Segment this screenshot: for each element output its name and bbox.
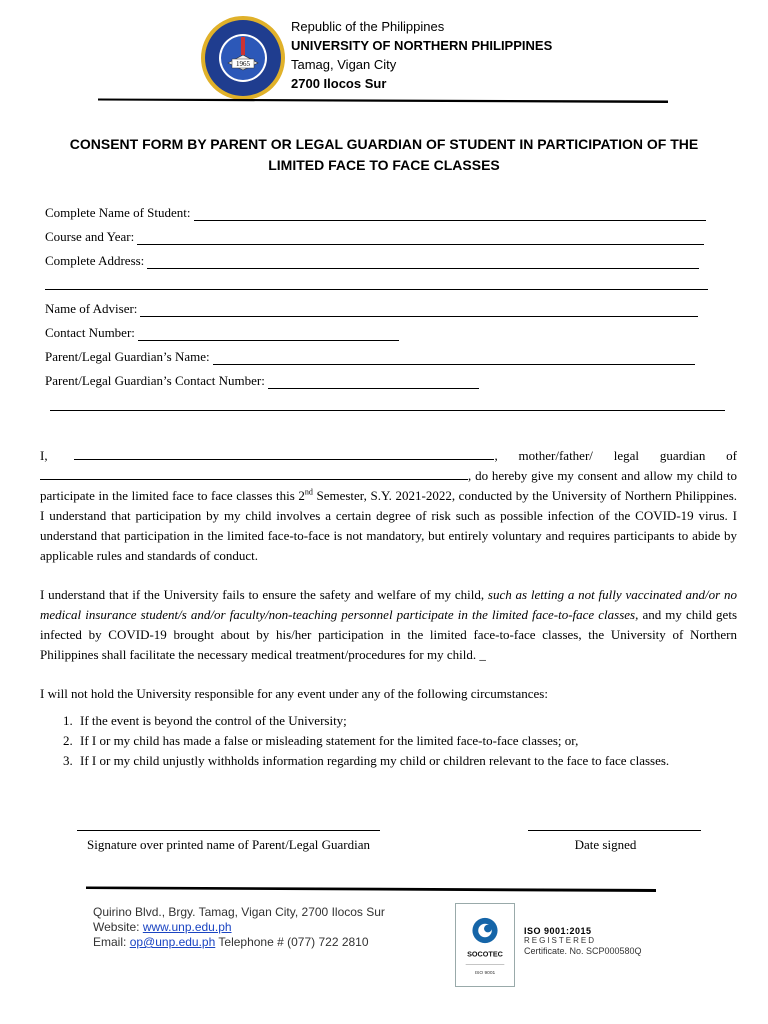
adviser-blank[interactable] bbox=[140, 304, 698, 317]
contact-number-field[interactable] bbox=[45, 325, 399, 341]
list-item: 2. If I or my child has made a false or misleading statement for the limited face-to-face classes; or, bbox=[76, 731, 737, 751]
student-name-field[interactable] bbox=[45, 205, 706, 221]
consent-paragraph-3: I will not hold the University responsible for any event under any of the following circumstances: bbox=[40, 686, 548, 701]
contact-number-label: Contact Number: bbox=[45, 325, 135, 340]
section-divider-blank bbox=[50, 398, 725, 411]
certification-text bbox=[524, 926, 642, 956]
guardian-signature-line[interactable] bbox=[77, 818, 380, 831]
list-item: 1. If the event is beyond the control of the University; bbox=[76, 711, 737, 731]
guardian-contact-label: Parent/Legal Guardian’s Contact Number: bbox=[45, 373, 265, 388]
consent-text-start: , do hereby give my consent and allow my child to participate in the limited face to face classes this 2 bbox=[40, 468, 737, 503]
letterhead-country: Republic of the Philippines bbox=[291, 19, 445, 34]
guardian-name-blank[interactable] bbox=[213, 352, 695, 365]
certificate-number: Certificate. No. SCP000580Q bbox=[524, 946, 642, 956]
consent-i: I, bbox=[40, 448, 48, 463]
student-name-label: Complete Name of Student: bbox=[45, 205, 191, 220]
paragraph-2-end: , and my child gets infected by COVID-19 brought about by his/her participation in the limited face-to-face classes, the University of Northern Philippines shall facilitate the necessary medical treatment/procedures for my child. _ bbox=[40, 607, 737, 662]
form-title-line-1: CONSENT FORM BY PARENT OR LEGAL GUARDIAN OF STUDENT IN PARTICIPATION OF THE bbox=[69, 136, 699, 152]
consent-paragraph-2 bbox=[40, 585, 737, 665]
footer-email-row bbox=[93, 935, 385, 950]
footer-telephone: Telephone # (077) 722 2810 bbox=[215, 935, 369, 949]
consent-paragraph-1 bbox=[40, 446, 737, 566]
letterhead-city: Tamag, Vigan City bbox=[291, 57, 397, 72]
guardian-contact-blank[interactable] bbox=[268, 376, 479, 389]
list-item: 3. If I or my child unjustly withholds information regarding my child or children relevant to the face to face classes. bbox=[76, 751, 737, 771]
course-year-blank[interactable] bbox=[137, 232, 704, 245]
guardian-name-inline-blank[interactable] bbox=[74, 448, 494, 460]
paragraph-2-italic: such as letting a not fully vaccinated and/or no medical insurance student/s and/or faculty/non-teaching personnel participate in the limited face-to-face classes bbox=[40, 587, 737, 622]
letterhead-province: 2700 Ilocos Sur bbox=[291, 76, 387, 91]
badge-standard: ISO 9001 bbox=[474, 971, 496, 976]
email-link[interactable]: op@unp.edu.ph bbox=[129, 935, 216, 949]
date-signed-label: Date signed bbox=[574, 837, 637, 852]
consent-guardian-role: , mother/father/ legal guardian of bbox=[494, 448, 737, 463]
badge-brand: SOCOTEC bbox=[467, 949, 503, 959]
website-link[interactable]: www.unp.edu.ph bbox=[142, 920, 232, 934]
form-title-line-2: LIMITED FACE TO FACE CLASSES bbox=[268, 157, 500, 173]
course-year-label: Course and Year: bbox=[45, 229, 135, 244]
header-divider bbox=[98, 97, 668, 103]
contact-number-blank[interactable] bbox=[138, 328, 399, 341]
course-year-field[interactable] bbox=[45, 229, 704, 245]
seal-year: 1965 bbox=[236, 60, 250, 68]
address-label: Complete Address: bbox=[45, 253, 145, 268]
guardian-contact-field[interactable] bbox=[45, 373, 479, 389]
date-signed-line[interactable] bbox=[528, 818, 701, 831]
address-blank[interactable] bbox=[147, 256, 699, 269]
registered-label: REGISTERED bbox=[524, 936, 597, 945]
footer-contact bbox=[93, 905, 385, 950]
adviser-field[interactable] bbox=[45, 301, 698, 317]
socotec-certification-badge bbox=[455, 903, 515, 987]
consent-body bbox=[40, 446, 737, 771]
footer-website-row bbox=[93, 920, 385, 935]
form-title bbox=[45, 134, 723, 176]
adviser-label: Name of Adviser: bbox=[45, 301, 138, 316]
guardian-name-field[interactable] bbox=[45, 349, 695, 365]
guardian-signature-label: Signature over printed name of Parent/Legal Guardian bbox=[86, 837, 370, 852]
semester-superscript: nd bbox=[304, 487, 313, 497]
university-seal-logo bbox=[200, 15, 286, 101]
consent-text-rest: Semester, S.Y. 2021-2022, conducted by the University of Northern Philippines. I understand that participation by my child involves a certain degree of risk such as possible infection of the COVID-19 virus. I understand that participation in the limited face-to-face is not mandatory, but entirely voluntary and requires participants to abide by applicable rules and standards of conduct. bbox=[40, 488, 737, 563]
paragraph-2-start: I understand that if the University fails to ensure the safety and welfare of my child, bbox=[40, 587, 488, 602]
footer-address: Quirino Blvd., Brgy. Tamag, Vigan City, 2700 Ilocos Sur bbox=[93, 905, 385, 919]
letterhead bbox=[291, 17, 552, 93]
guardian-name-label: Parent/Legal Guardian’s Name: bbox=[45, 349, 210, 364]
letterhead-university: UNIVERSITY OF NORTHERN PHILIPPINES bbox=[291, 38, 553, 53]
child-name-inline-blank[interactable] bbox=[40, 468, 468, 480]
circumstances-list bbox=[40, 711, 737, 771]
student-name-blank[interactable] bbox=[194, 208, 706, 221]
iso-standard: ISO 9001:2015 bbox=[524, 926, 592, 936]
footer-divider bbox=[86, 886, 656, 892]
address-blank-continued[interactable] bbox=[45, 277, 708, 290]
address-field[interactable] bbox=[45, 253, 699, 269]
footer-email-label: Email: bbox=[93, 935, 130, 949]
footer-website-label: Website: bbox=[93, 920, 143, 934]
